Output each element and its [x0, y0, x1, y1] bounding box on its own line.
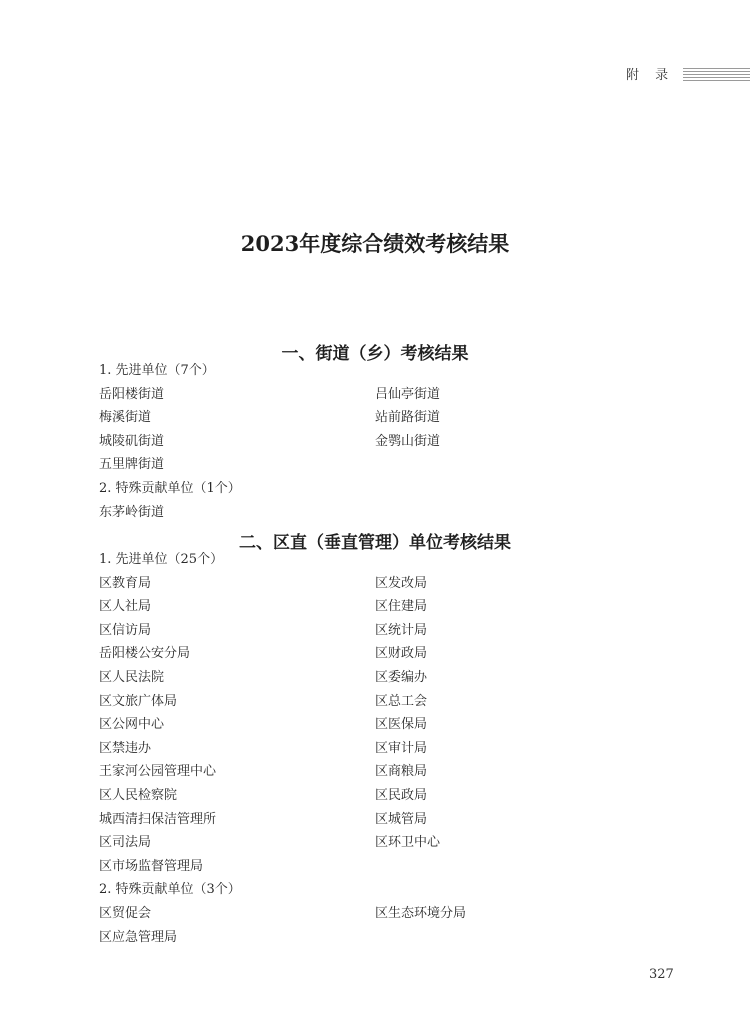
list-item: 区发改局 [375, 576, 428, 591]
list-item: 站前路街道 [375, 410, 441, 425]
group-label-special-departments: 2. 特殊贡献单位（3个） [99, 882, 241, 897]
list-item: 区教育局 [99, 576, 152, 591]
group-label-advanced-streets: 1. 先进单位（7个） [99, 363, 215, 378]
list-item: 金鹗山街道 [375, 434, 441, 449]
page-title: 2023年度综合绩效考核结果 [240, 231, 510, 256]
list-item: 区住建局 [375, 599, 428, 614]
header-rule-decoration [683, 68, 750, 82]
list-item: 区商粮局 [375, 764, 428, 779]
list-item: 吕仙亭街道 [375, 387, 441, 402]
section-heading-streets: 一、街道（乡）考核结果 [281, 344, 469, 364]
list-item: 区人民法院 [99, 670, 165, 685]
group-label-advanced-departments: 1. 先进单位（25个） [99, 552, 224, 567]
list-item: 区委编办 [375, 670, 428, 685]
list-item: 区财政局 [375, 646, 428, 661]
list-item: 城陵矶街道 [99, 434, 165, 449]
section-heading-departments: 二、区直（垂直管理）单位考核结果 [239, 533, 511, 553]
group-label-special-streets: 2. 特殊贡献单位（1个） [99, 481, 241, 496]
list-item: 区医保局 [375, 717, 428, 732]
list-item: 岳阳楼公安分局 [99, 646, 191, 661]
list-item: 区人社局 [99, 599, 152, 614]
list-item: 梅溪街道 [99, 410, 152, 425]
list-item: 区城管局 [375, 812, 428, 827]
list-item: 城西清扫保洁管理所 [99, 812, 217, 827]
list-item: 区总工会 [375, 694, 428, 709]
list-item: 区应急管理局 [99, 930, 178, 945]
list-item: 区生态环境分局 [375, 906, 467, 921]
list-item: 区贸促会 [99, 906, 152, 921]
list-item: 区统计局 [375, 623, 428, 638]
list-item: 区民政局 [375, 788, 428, 803]
list-item: 东茅岭街道 [99, 505, 165, 520]
running-header-label: 附 录 [626, 68, 675, 83]
list-item: 区司法局 [99, 835, 152, 850]
page-number: 327 [649, 967, 674, 982]
list-item: 王家河公园管理中心 [99, 764, 217, 779]
list-item: 区环卫中心 [375, 835, 441, 850]
list-item: 区禁违办 [99, 741, 152, 756]
list-item: 五里牌街道 [99, 457, 165, 472]
list-item: 岳阳楼街道 [99, 387, 165, 402]
list-item: 区人民检察院 [99, 788, 178, 803]
list-item: 区审计局 [375, 741, 428, 756]
list-item: 区公网中心 [99, 717, 165, 732]
list-item: 区信访局 [99, 623, 152, 638]
list-item: 区文旅广体局 [99, 694, 178, 709]
list-item: 区市场监督管理局 [99, 859, 204, 874]
